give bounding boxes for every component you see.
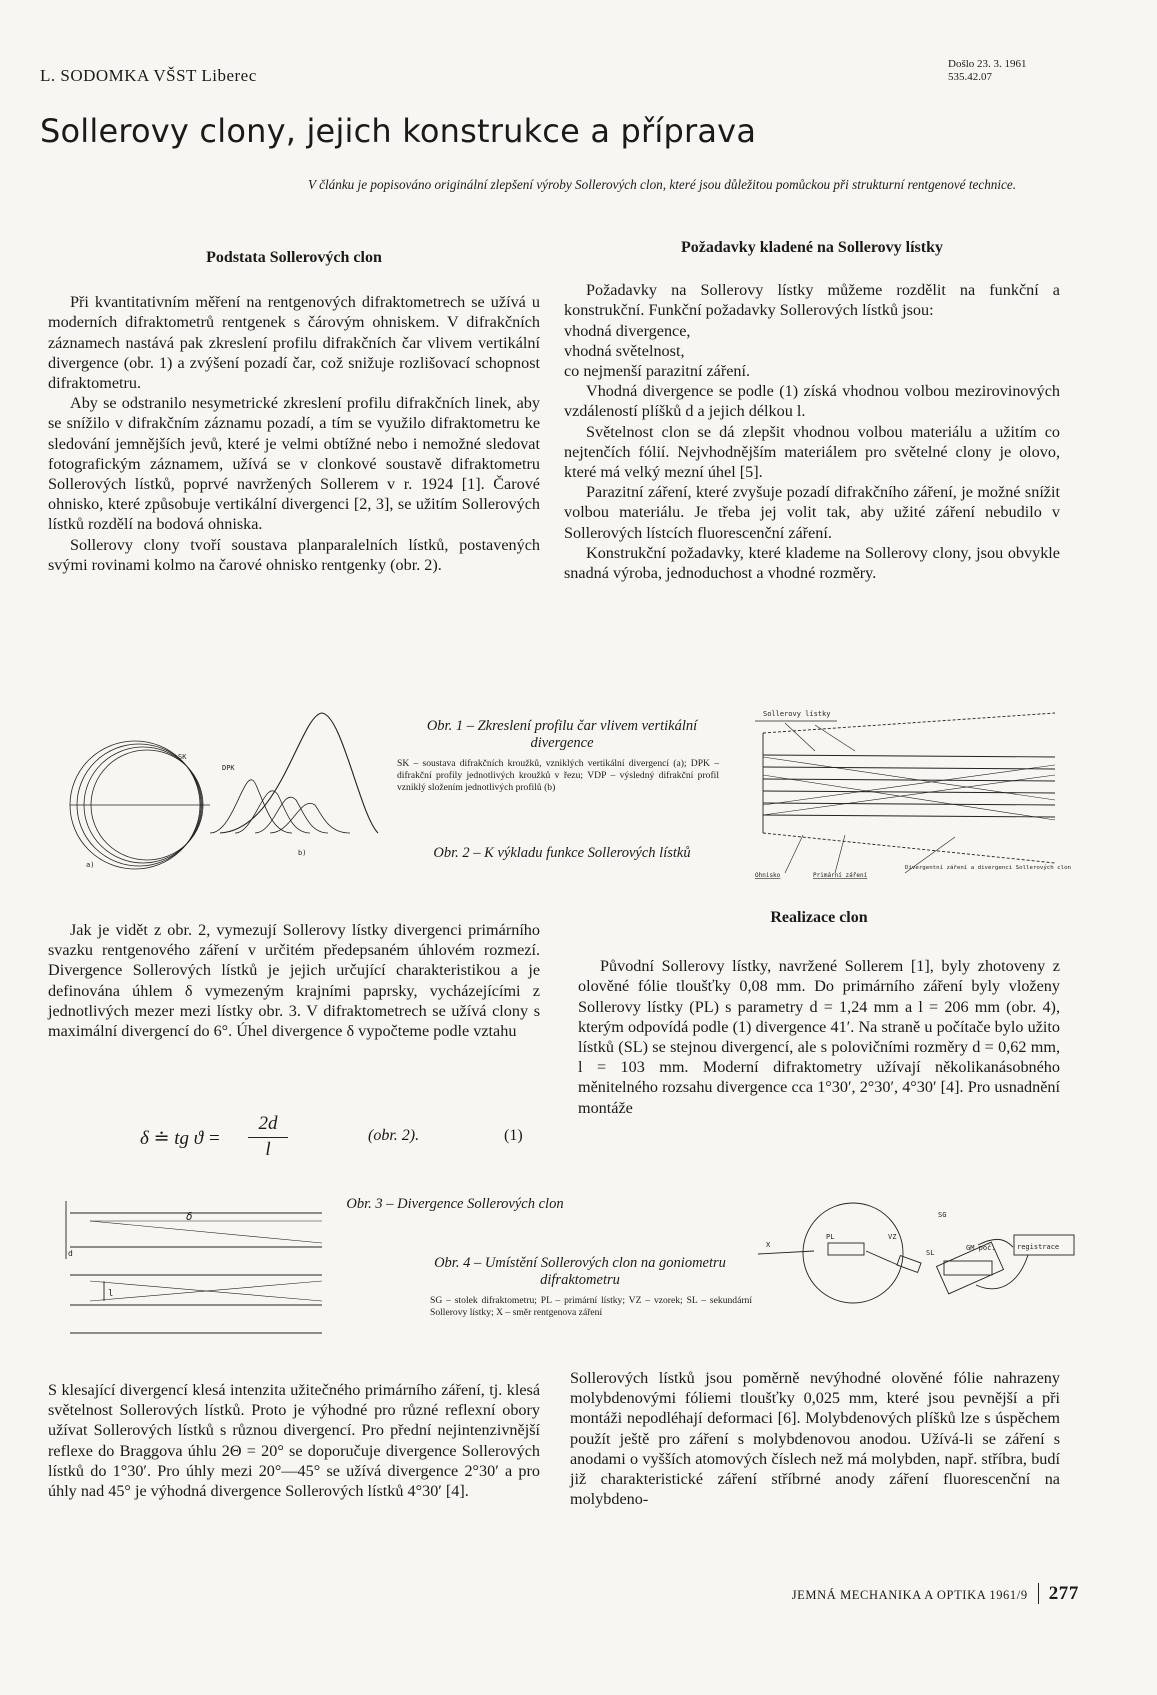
fig2-label-divergent: Divergentní záření a divergenci Sollerových clon — [905, 865, 1064, 871]
section-title-podstata: Podstata Sollerových clon — [206, 249, 382, 266]
list-item: co nejmenší parazitní záření. — [564, 362, 751, 381]
received-info — [948, 58, 1027, 84]
fig2-label-primary: Primární záření — [813, 872, 868, 879]
fig4-label-sg: SG — [938, 1211, 947, 1219]
list-item: vhodná divergence, — [564, 321, 691, 340]
section-realizace — [578, 908, 1060, 1118]
figure-3-drawing — [60, 1195, 330, 1340]
fig1-label-a: a) — [86, 861, 95, 869]
figure-4-drawing — [758, 1195, 1078, 1310]
paragraph: Původní Sollerovy lístky, navržené Sollerem [1], byly zhotoveny z olověné fólie tloušťky 0,08 mm. Do primárního záření byly vloženy Sollerovy lístky (PL) s parametry d = 1,24 mm a l = 206 mm (obr. 4), kterým odpovídá podle (1) divergence 41′. Na straně u počítače bylo užito lístků (SL) se stejnou divergencí, ale s polovičními rozměry d = 0,62 mm, l = 103 mm. Moderní difraktometry užívají několikanásobného měnitelného rozsahu divergence cca 1°30′, 2°30′, 4°30′ [4]. Pro usnadnění montáže — [578, 957, 1060, 1117]
equation-numerator: 2d — [258, 1113, 278, 1134]
figure-4-legend: SG – stolek difraktometru; PL – primární lístky; VZ – vzorek; SL – sekundární Sollerovy lístky; X – směr rentgenova záření — [430, 1295, 752, 1318]
fig4-label-sl: SL — [926, 1249, 935, 1257]
author-line: L. SODOMKA VŠST Liberec — [40, 66, 257, 85]
figure-2-drawing — [755, 705, 1075, 885]
equation-number: (1) — [504, 1127, 523, 1144]
paragraph: Světelnost clon se dá zlepšit vhodnou volbou materiálu a užitím co nejtenčích fólií. Nejvhodnějším materiálem pro světelné clony je olovo, které má velký mezní úhel [5]. — [564, 422, 1060, 482]
paragraph: Aby se odstranilo nesymetrické zkreslení profilu difrakčních linek, aby se snížilo v difrakčním záznamu pozadí, a tím se využilo difraktometru ke sledování jemnějších jevů, které je velmi obtížné nebo i nemožné sledovat fotografickým záznamem, užívá se v clonkové soustavě difraktometru Sollerových lístků, poprvé navržených Sollerem v r. 1924 [1]. Čarové ohnisko, které způsobuje vertikální divergenci [2, 3], se užitím Sollerových lístků rozdělí na bodová ohniska. — [48, 394, 540, 534]
paragraph: Sollerových lístků jsou poměrně nevýhodné olověné fólie nahrazeny molybdenovými fóliemi tloušťky 0,025 mm, které jsou pevnější a při montáži nepodléhají deformaci [6]. Molybdenových plíšků lze s úspěchem použít ještě pro záření s molybdenovou anodou. Užívá-li se záření s anodami o vyšších atomových číslech než má molybden, např. stříbra, budí již charakteristické záření stříbrné anody záření fluorescenční na molybdeno- — [570, 1369, 1060, 1509]
paragraph: Vhodná divergence se podle (1) získá vhodnou volbou mezirovinových vzdáleností plíšků d a jejich délkou l. — [564, 382, 1060, 421]
equation-denominator: l — [265, 1139, 271, 1160]
figure-1-drawing — [60, 705, 380, 875]
journal-name: JEMNÁ MECHANIKA A OPTIKA 1961/9 — [791, 1588, 1028, 1602]
article-title: Sollerovy clony, jejich konstrukce a příprava — [40, 112, 757, 150]
fig3-label-delta: δ — [186, 1210, 193, 1223]
equation-lhs: δ ≐ tg ϑ = — [140, 1128, 221, 1149]
paragraph: Jak je vidět z obr. 2, vymezují Sollerovy lístky divergenci primárního svazku rentgenového záření v určitém předepsaném úhlovém rozmezí. Divergence Sollerových lístků je jejich určující charakteristikou a je definována úhlem δ vymezeným krajními paprsky, vycházejícími z jednotlivých mezer mezi lístky obr. 3. V difraktometrech se užívá clony s maximální divergencí do 6°. Úhel divergence δ vypočteme podle vztahu — [48, 921, 540, 1041]
page-footer — [792, 1583, 1079, 1605]
section-pozadavky — [564, 238, 1060, 583]
fig1-label-sk: SK — [178, 753, 187, 761]
section-title-pozadavky: Požadavky kladené na Sollerovy lístky — [681, 239, 943, 256]
paragraph: S klesající divergencí klesá intenzita užitečného primárního záření, tj. klesá světelnost Sollerových lístků. Proto je výhodné pro různé reflexní obory užívat Sollerových lístků s různou divergencí. Pro přední nejintenzivnější reflexe do Braggova úhlu 2Θ = 20° se doporučuje divergence Sollerových lístků do 1°30′. Pro úhly mezi 20°—45° se užívá divergence 2°30′ a pro úhly nad 45° je výhodná divergence Sollerových lístků 4°30′ [4]. — [48, 1381, 540, 1501]
fig4-label-vz: VZ — [888, 1233, 897, 1241]
fig4-label-x: X — [766, 1241, 771, 1249]
udc-code: 535.42.07 — [948, 71, 992, 83]
paragraph: Parazitní záření, které zvyšuje pozadí difrakčního záření, je možné snížit volbou materiálu. Je třeba jej volit tak, aby užité záření nebudilo v Sollerových lístcích fluorescenční záření. — [564, 483, 1060, 542]
section-molybden — [570, 1368, 1060, 1509]
paragraph: Při kvantitativním měření na rentgenových difraktometrech se užívá u moderních difraktometrů rentgenek s čárovým ohniskem. V difrakčních záznamech nastává pak zkreslení profilu difrakčních čar vlivem vertikální divergence (obr. 1) a zvýšení pozadí čar, což snižuje rozlišovací schopnost difraktometru. — [48, 293, 540, 393]
fig4-label-gm: GM poč. — [966, 1244, 996, 1252]
paragraph: Požadavky na Sollerovy lístky můžeme rozdělit na funkční a konstrukční. Funkční požadavky Sollerových lístků jsou: — [564, 281, 1060, 320]
section-title-realizace: Realizace clon — [770, 909, 868, 926]
fig1-label-dpk: DPK — [222, 764, 235, 772]
figure-3-caption: Obr. 3 – Divergence Sollerových clon — [346, 1196, 564, 1212]
fig3-label-l: l — [108, 1289, 114, 1299]
fig4-label-reg: registrace — [1017, 1243, 1060, 1251]
received-date: Došlo 23. 3. 1961 — [948, 58, 1027, 70]
fig4-label-pl: PL — [826, 1233, 835, 1241]
fig1-label-b: b) — [298, 849, 307, 857]
fig2-label-focus: Ohnisko — [755, 872, 781, 879]
section-intensity — [48, 1380, 540, 1501]
figure-4-caption: Obr. 4 – Umístění Sollerových clon na goniometru difraktometru — [434, 1255, 726, 1288]
page-number: 277 — [1038, 1583, 1079, 1604]
fig2-label-top: Sollerovy lístky — [763, 710, 831, 718]
equation-1 — [140, 1113, 560, 1163]
figure-1-legend: SK – soustava difrakčních kroužků, vzniklých vertikální divergencí (a); DPK – difrakční profily jednotlivých kroužků v řezu; VDP – výsledný difrakční profil vzniklý složením jednotlivých profilů (b) — [397, 758, 719, 793]
list-item: vhodná světelnost, — [564, 341, 685, 360]
fig3-label-d: d — [68, 1249, 73, 1258]
abstract: V článku je popisováno originální zlepšení výroby Sollerových clon, které jsou důležitou pomůckou při strukturní rentgenové technice. — [308, 177, 1017, 192]
figure-1-caption: Obr. 1 – Zkreslení profilu čar vlivem vertikální divergence — [426, 718, 698, 751]
paragraph: Sollerovy clony tvoří soustava planparalelních lístků, postavených svými rovinami kolmo na čarové ohnisko rentgenky (obr. 2). — [48, 535, 540, 574]
section-podstata — [48, 248, 540, 575]
figure-2-caption: Obr. 2 – K výkladu funkce Sollerových lístků — [433, 845, 691, 861]
paragraph: Konstrukční požadavky, které klademe na Sollerovy clony, jsou obvykle snadná výroba, jednoduchost a vhodné rozměry. — [564, 543, 1060, 583]
fraction-bar — [248, 1137, 288, 1138]
equation-ref: (obr. 2). — [368, 1127, 420, 1144]
section-divergence — [48, 920, 540, 1041]
